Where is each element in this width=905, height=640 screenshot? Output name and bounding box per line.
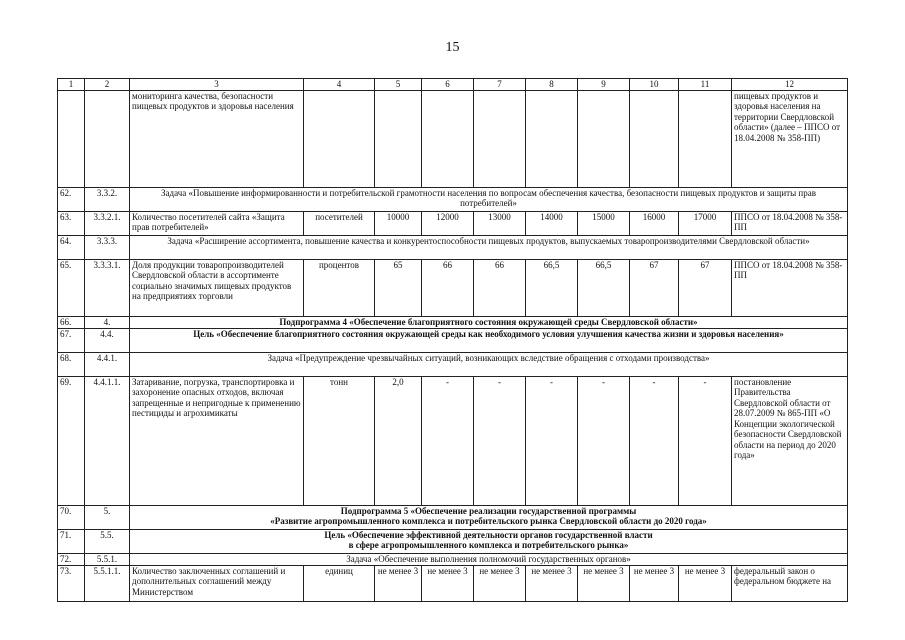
table-row bbox=[58, 565, 848, 601]
col-number: 10 bbox=[630, 79, 679, 91]
row-number: 68. bbox=[58, 352, 85, 376]
subprogram-heading: Подпрограмма 4 «Обеспечение благоприятного состояния окружающей среды Свердловской области» bbox=[130, 316, 848, 328]
source-note: ППСО от 18.04.2008 № 358-ПП bbox=[732, 211, 848, 235]
row-number: 66. bbox=[58, 316, 85, 328]
col-number: 3 bbox=[130, 79, 304, 91]
col-number: 1 bbox=[58, 79, 85, 91]
row-number: 72. bbox=[58, 553, 85, 565]
value-cell: 66,5 bbox=[526, 259, 578, 316]
table-row bbox=[58, 553, 848, 565]
indicator-name: Доля продукции товаропроизводителей Свердловской области в ассортименте социально значимых пищевых продуктов на предприятиях торговли bbox=[130, 259, 304, 316]
col-number: 8 bbox=[526, 79, 578, 91]
subprogram-heading bbox=[130, 505, 848, 529]
source-note: пищевых продуктов и здоровья населения на территории Свердловской области» (далее – ППСО от 18.04.2008 № 358-ПП) bbox=[732, 90, 848, 187]
value-cell: 15000 bbox=[578, 211, 630, 235]
value-cell: - bbox=[679, 376, 732, 505]
row-code: 3.3.2.1. bbox=[85, 211, 130, 235]
source-note: федеральный закон о федеральном бюджете на bbox=[732, 565, 848, 601]
value-cell: не менее 3 bbox=[630, 565, 679, 601]
row-code: 5.5.1.1. bbox=[85, 565, 130, 601]
heading-line: в сфере агропромышленного комплекса и потребительского рынка» bbox=[348, 540, 629, 550]
col-number: 6 bbox=[422, 79, 474, 91]
row-code: 4.4. bbox=[85, 328, 130, 352]
indicators-table bbox=[57, 78, 848, 602]
col-number: 9 bbox=[578, 79, 630, 91]
value-cell: не менее 3 bbox=[474, 565, 526, 601]
row-number: 71. bbox=[58, 529, 85, 553]
row-code: 4.4.1. bbox=[85, 352, 130, 376]
value-cell: - bbox=[630, 376, 679, 505]
value-cell: не менее 3 bbox=[422, 565, 474, 601]
page-number: 15 bbox=[445, 40, 460, 55]
col-number: 12 bbox=[732, 79, 848, 91]
table-row bbox=[58, 352, 848, 376]
goal-heading: Цель «Обеспечение благоприятного состояния окружающей среды как необходимого условия улучшения качества жизни и здоровья населения» bbox=[130, 328, 848, 352]
row-code: 5.5.1. bbox=[85, 553, 130, 565]
row-code: 3.3.2. bbox=[85, 187, 130, 211]
goal-heading bbox=[130, 529, 848, 553]
value-cell: не менее 3 bbox=[679, 565, 732, 601]
value-cell: не менее 3 bbox=[526, 565, 578, 601]
heading-line: Подпрограмма 5 «Обеспечение реализации государственной программы bbox=[340, 505, 637, 516]
value-cell: 13000 bbox=[474, 211, 526, 235]
value-cell: 10000 bbox=[375, 211, 422, 235]
col-number: 4 bbox=[304, 79, 375, 91]
table-row bbox=[58, 328, 848, 352]
unit: единиц bbox=[304, 565, 375, 601]
row-number: 70. bbox=[58, 505, 85, 529]
value-cell: 66 bbox=[422, 259, 474, 316]
unit: процентов bbox=[304, 259, 375, 316]
indicator-name: мониторинга качества, безопасности пищевых продуктов и здоровья населения bbox=[130, 90, 304, 187]
column-number-row bbox=[58, 79, 848, 91]
value-cell: 14000 bbox=[526, 211, 578, 235]
row-number: 64. bbox=[58, 235, 85, 259]
value-cell: не менее 3 bbox=[578, 565, 630, 601]
value-cell: 66,5 bbox=[578, 259, 630, 316]
row-code: 5. bbox=[85, 505, 130, 529]
indicator-name: Количество посетителей сайта «Защита прав потребителей» bbox=[130, 211, 304, 235]
unit: тонн bbox=[304, 376, 375, 505]
task-heading: Задача «Предупреждение чрезвычайных ситуаций, возникающих вследствие обращения с отходами производства» bbox=[130, 352, 848, 376]
source-note: ППСО от 18.04.2008 № 358-ПП bbox=[732, 259, 848, 316]
row-code: 3.3.3. bbox=[85, 235, 130, 259]
indicator-name: Количество заключенных соглашений и дополнительных соглашений между Министерством bbox=[130, 565, 304, 601]
task-heading: Задача «Расширение ассортимента, повышение качества и конкурентоспособности пищевых продуктов, выпускаемых товаропроизводителями Свердловской области» bbox=[130, 235, 848, 259]
unit: посетителей bbox=[304, 211, 375, 235]
table-row bbox=[58, 529, 848, 553]
heading-line: Цель «Обеспечение эффективной деятельности органов государственной власти bbox=[324, 529, 653, 540]
task-heading: Задача «Обеспечение выполнения полномочий государственных органов» bbox=[130, 553, 848, 565]
value-cell: - bbox=[422, 376, 474, 505]
row-number: 62. bbox=[58, 187, 85, 211]
row-code: 4.4.1.1. bbox=[85, 376, 130, 505]
col-number: 2 bbox=[85, 79, 130, 91]
indicator-name: Затаривание, погрузка, транспортировка и захоронение опасных отходов, включая запрещенные и непригодные к применению пестициды и агрохимикаты bbox=[130, 376, 304, 505]
row-number: 67. bbox=[58, 328, 85, 352]
value-cell: не менее 3 bbox=[375, 565, 422, 601]
task-heading: Задача «Повышение информированности и потребительской грамотности населения по вопросам обеспечения качества, безопасности пищевых продуктов и защиты прав потребителей» bbox=[130, 187, 848, 211]
table-row bbox=[58, 505, 848, 529]
col-number: 7 bbox=[474, 79, 526, 91]
row-code: 3.3.3.1. bbox=[85, 259, 130, 316]
table-row bbox=[58, 211, 848, 235]
value-cell: 16000 bbox=[630, 211, 679, 235]
value-cell: 2,0 bbox=[375, 376, 422, 505]
value-cell: 12000 bbox=[422, 211, 474, 235]
row-code: 5.5. bbox=[85, 529, 130, 553]
value-cell: 65 bbox=[375, 259, 422, 316]
row-code: 4. bbox=[85, 316, 130, 328]
table-row bbox=[58, 187, 848, 211]
table-row bbox=[58, 235, 848, 259]
value-cell: 66 bbox=[474, 259, 526, 316]
row-number: 73. bbox=[58, 565, 85, 601]
row-number: 63. bbox=[58, 211, 85, 235]
row-number: 69. bbox=[58, 376, 85, 505]
col-number: 11 bbox=[679, 79, 732, 91]
table-row-continuation bbox=[58, 90, 848, 187]
heading-line: «Развитие агропромышленного комплекса и потребительского рынка Свердловской области до 2020 года» bbox=[270, 516, 707, 526]
row-number: 65. bbox=[58, 259, 85, 316]
table-row bbox=[58, 316, 848, 328]
value-cell: 67 bbox=[630, 259, 679, 316]
table-row bbox=[58, 259, 848, 316]
value-cell: - bbox=[578, 376, 630, 505]
col-number: 5 bbox=[375, 79, 422, 91]
value-cell: 67 bbox=[679, 259, 732, 316]
value-cell: 17000 bbox=[679, 211, 732, 235]
value-cell: - bbox=[526, 376, 578, 505]
table-row bbox=[58, 376, 848, 505]
value-cell: - bbox=[474, 376, 526, 505]
source-note: постановление Правительства Свердловской области от 28.07.2009 № 865-ПП «О Концепции экологической безопасности Свердловской области на период до 2020 года» bbox=[732, 376, 848, 505]
